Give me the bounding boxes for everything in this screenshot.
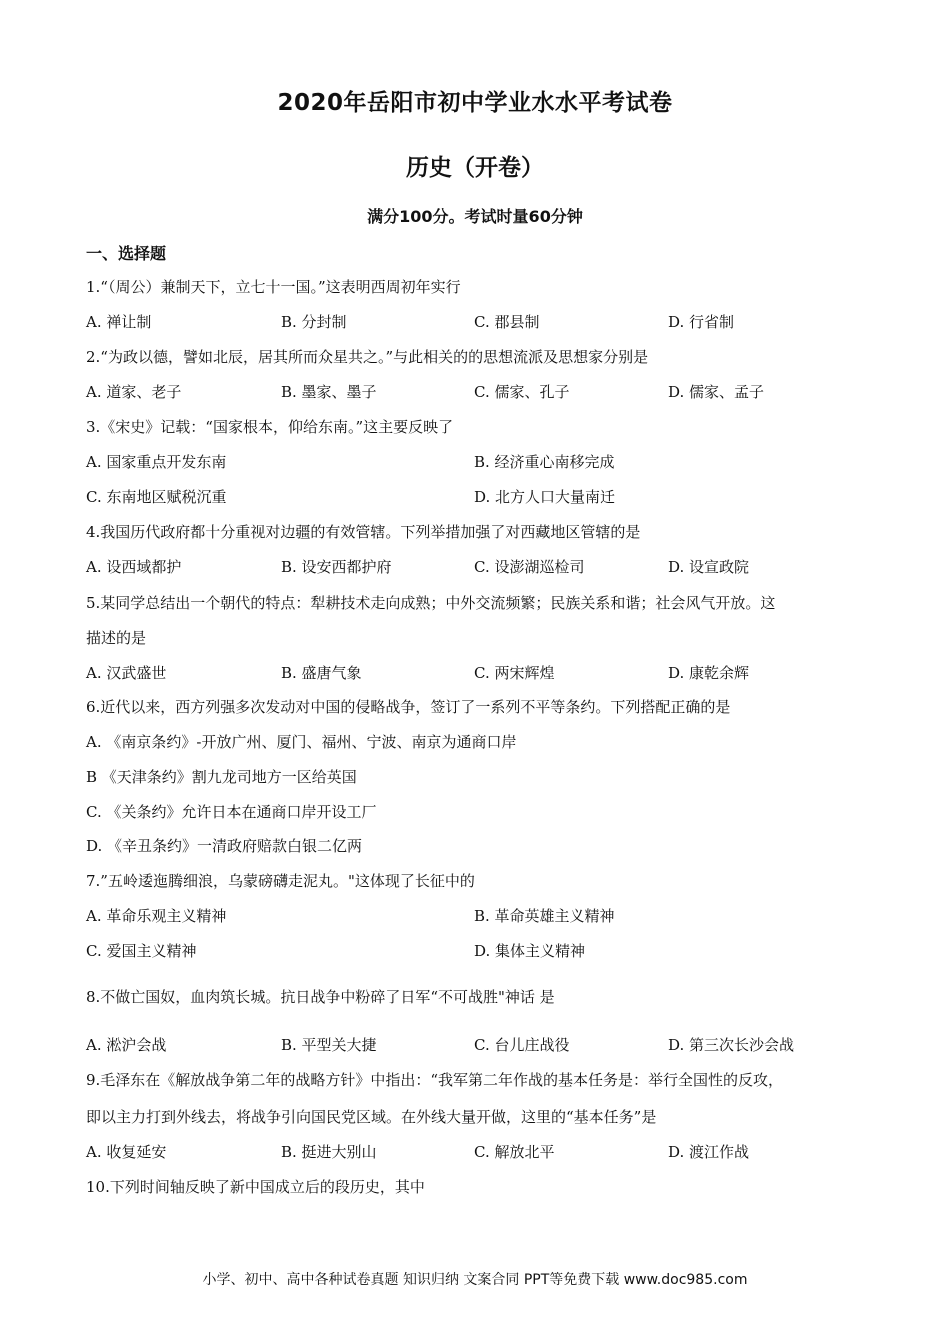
question-3-option-a: A. 国家重点开发东南 (86, 453, 227, 471)
question-9-option-b: B. 挺进大别山 (281, 1143, 377, 1161)
question-5-stem: 5.某同学总结出一个朝代的特点：犁耕技术走向成熟；中外交流频繁；民族关系和谐；社会风气开放。这 (86, 594, 776, 612)
exam-title: 2020年岳阳市初中学业水水平考试卷 (277, 90, 673, 116)
question-3-stem: 3.《宋史》记载：“国家根本，仰给东南。”这主要反映了 (86, 418, 454, 436)
question-2-stem: 2.“为政以德，譬如北辰，居其所而众星共之。”与此相关的的思想流派及思想家分别是 (86, 348, 649, 366)
question-9-option-a: A. 收复延安 (86, 1143, 167, 1161)
question-2-option-a: A. 道家、老子 (86, 383, 182, 401)
question-4-option-c: C. 设澎湖巡检司 (474, 558, 585, 576)
section-title: 一、选择题 (86, 244, 167, 263)
question-9-stem-continued: 即以主力打到外线去，将战争引向国民党区域。在外线大量开做，这里的“基本任务”是 (86, 1108, 657, 1126)
question-8-option-b: B. 平型关大捷 (281, 1036, 377, 1054)
question-7-option-d: D. 集体主义精神 (474, 942, 586, 960)
question-1-stem: 1.“（周公）兼制天下，立七十一国。”这表明西周初年实行 (86, 278, 461, 296)
question-2-option-c: C. 儒家、孔子 (474, 383, 570, 401)
question-5-stem-continued: 描述的是 (86, 629, 147, 647)
question-8-option-a: A. 淞沪会战 (86, 1036, 167, 1054)
question-3-option-d: D. 北方人口大量南迁 (474, 488, 616, 506)
question-5-option-b: B. 盛唐气象 (281, 664, 362, 682)
question-4-stem: 4.我国历代政府都十分重视对边疆的有效管辖。下列举措加强了对西藏地区管辖的是 (86, 523, 641, 541)
question-6-option-a: A. 《南京条约》-开放广州、厦门、福州、宁波、南京为通商口岸 (86, 733, 517, 751)
question-5-option-a: A. 汉武盛世 (86, 664, 167, 682)
exam-subtitle: 历史（开卷） (406, 155, 544, 181)
question-6-stem: 6.近代以来，西方列强多次发动对中国的侵略战争，签订了一系列不平等条约。下列搭配正确的是 (86, 698, 731, 716)
footer-text: 小学、初中、高中各种试卷真题 知识归纳 文案合同 PPT等免费下载 www.doc985.com (202, 1272, 748, 1288)
question-3-option-b: B. 经济重心南移完成 (474, 453, 615, 471)
question-6-option-d: D. 《辛丑条约》一清政府赔款白银二亿两 (86, 837, 363, 855)
question-2-option-b: B. 墨家、墨子 (281, 383, 377, 401)
question-1-option-c: C. 郡县制 (474, 313, 540, 331)
score-info: 满分100分。考试时量60分钟 (367, 207, 583, 226)
question-3-option-c: C. 东南地区赋税沉重 (86, 488, 227, 506)
question-2-option-d: D. 儒家、孟子 (668, 383, 765, 401)
question-1-option-d: D. 行省制 (668, 313, 735, 331)
question-7-option-b: B. 革命英雄主义精神 (474, 907, 615, 925)
question-1-option-b: B. 分封制 (281, 313, 347, 331)
question-8-option-d: D. 第三次长沙会战 (668, 1036, 795, 1054)
question-7-option-c: C. 爱国主义精神 (86, 942, 197, 960)
question-6-option-b: B 《天津条约》割九龙司地方一区给英国 (86, 768, 357, 786)
question-9-option-d: D. 渡江作战 (668, 1143, 750, 1161)
question-4-option-d: D. 设宣政院 (668, 558, 750, 576)
question-7-stem: 7.”五岭逶迤腾细浪，乌蒙磅礴走泥丸。"这体现了长征中的 (86, 872, 475, 890)
question-8-stem: 8.不做亡国奴，血肉筑长城。抗日战争中粉碎了日军“不可战胜"神话 是 (86, 988, 555, 1006)
question-6-option-c: C. 《关条约》允许日本在通商口岸开设工厂 (86, 803, 377, 821)
question-7-option-a: A. 革命乐观主义精神 (86, 907, 227, 925)
question-9-stem: 9.毛泽东在《解放战争第二年的战略方针》中指出：“我军第二年作战的基本任务是：举行全国性的反攻， (86, 1071, 783, 1089)
question-5-option-d: D. 康乾余辉 (668, 664, 750, 682)
question-4-option-b: B. 设安西都护府 (281, 558, 392, 576)
question-9-option-c: C. 解放北平 (474, 1143, 555, 1161)
question-10-stem: 10.下列时间轴反映了新中国成立后的段历史，其中 (86, 1178, 425, 1196)
question-1-option-a: A. 禅让制 (86, 313, 152, 331)
question-8-option-c: C. 台儿庄战役 (474, 1036, 570, 1054)
question-5-option-c: C. 两宋辉煌 (474, 664, 555, 682)
question-4-option-a: A. 设西域都护 (86, 558, 182, 576)
